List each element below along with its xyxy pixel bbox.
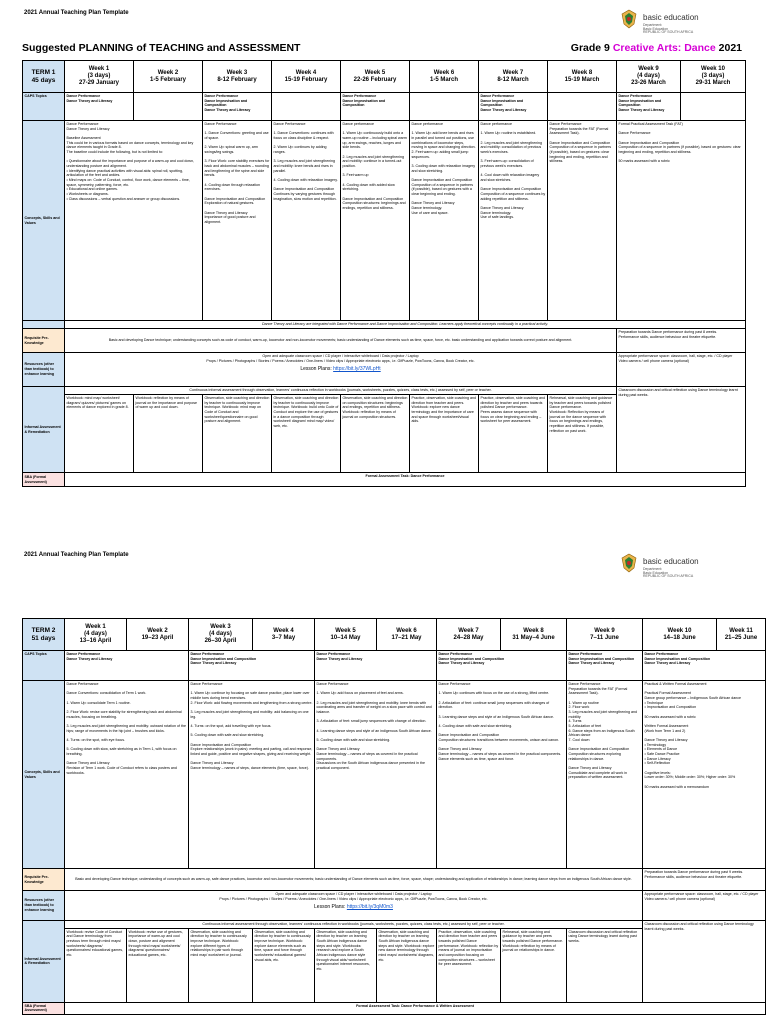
informal-top-row (23, 387, 746, 395)
informal-label: Informal Assessment & Remediation (23, 921, 65, 1003)
resources-label: Resources (other than textbook) to enhance learning (23, 891, 65, 921)
caps-cell (134, 93, 203, 121)
lesson-plans (67, 366, 615, 373)
term-2-table (22, 618, 766, 1015)
week-header (410, 61, 479, 93)
integration-label-spacer (23, 321, 65, 329)
week-header (377, 619, 437, 651)
dbe-logo (618, 552, 699, 579)
week-dates: 31 May–4 June (512, 634, 555, 641)
week-header (567, 619, 643, 651)
concepts-cell (203, 121, 272, 321)
week-header (65, 619, 127, 651)
week-label: Week 3 (210, 624, 231, 631)
week-label: Week 7 (502, 69, 524, 76)
informal-cell: Workbook: revise use of gestures, importance of warm-up and cool down, posture and alignment through mind maps/ worksheets/ diagrams/ questionnaires/ educational games, etc. (127, 928, 189, 1002)
informal-cell: Rehearsal, side coaching and guidance by teacher and peers towards polished Dance performance. Workbook: Reflection by means of journal on the dance sequence with focus on beginnings and endings, repetition and stillness. If possible, reflection on past work. (548, 395, 617, 473)
grade-text: Grade 9 (570, 42, 613, 54)
prereq-row (23, 869, 766, 891)
logo-country-text: REPUBLIC OF SOUTH AFRICA (643, 30, 694, 34)
resources-cell-2: Appropriate performance space: classroom, hall, stage, etc. / CD player Video camera / cell phone camera (optional) (643, 891, 766, 921)
informal-cell: Classroom discussion and critical reflection using Dance terminology learnt during past weeks. (567, 928, 643, 1002)
concepts-row (23, 681, 766, 869)
resources-row (23, 891, 766, 921)
informal-cell: Workbook: reflection by means of journal on the importance and purpose of warm up and cool down. (134, 395, 203, 473)
week-header (341, 61, 410, 93)
week-header (315, 619, 377, 651)
week-header (717, 619, 766, 651)
week-dates: 23-26 March (631, 79, 666, 86)
concepts-text: Dance Performance 1. Warm Up: add focus on placement of feet and arms. 2. Leg muscles and joint strengthening and mobility: knee bends with coordinating arms and transfer of weight on a slow pace with control and balance. 3. Articulation of feet: small jump sequences with change of direction. 4. Learning dance steps and style of an indigenous South African dance. 5. Cooling down with safe and slow stretching. Dance Theory and Literacy Dance terminology – names of steps as covered in the practical components. Discussions on the South African indigenous dance presented in the practical component. (316, 682, 432, 771)
logo-org-text: basic education (643, 557, 699, 566)
week-label: Week 5 (335, 627, 356, 634)
term-1-table (22, 60, 746, 487)
concepts-text: Dance Performance Dance Conventions: consolidation of Term 1 work. 1. Warm Up: consolidate Term 1 routine. 2. Floor Work: revise core stability for strengthening back and abdominal muscles, focusing on breathing. 3. Leg muscles and joint strengthening and mobility: outward rotation of the hips; range of movements in the hip joint – brushes and kicks. 4. Turns: on the spot, with eye focus. 5. Cooling down with slow, safe stretching as in Term 1, with focus on breathing. Dance Theory and Literacy Revision of Term 1 work. Code of Conduct refers to class posters and workbooks. (66, 682, 186, 775)
week-dates: 7–11 June (590, 634, 619, 641)
caps-cell: Dance Performance Dance Theory and Literacy (315, 651, 437, 681)
week-label: Week 8 (523, 627, 544, 634)
week-dates: 21–25 June (724, 634, 758, 641)
resources-row (23, 353, 746, 387)
coat-of-arms-icon (618, 8, 640, 30)
week-header (681, 61, 746, 93)
concepts-cell (643, 681, 766, 869)
week-dates: 3–7 May (271, 634, 296, 641)
informal-cell: Workbook: mind map/ worksheet/ diagram/ quizzes/ pictures/ games on elements of dance explored in grade 8. (65, 395, 134, 473)
week-header (253, 619, 315, 651)
resources-line-1: Open and adequate classroom space / CD player / interactive whiteboard / Data projector / Laptop (275, 892, 432, 896)
week-dates: 10–14 May (330, 634, 361, 641)
term-label-cell (23, 61, 65, 93)
caps-label: CAPS Topics (23, 651, 65, 681)
concepts-text: Dance Performance 1. Warm Up: continue by focusing on safe dance practice, place lower over middle toes during bend exercises. 2. Floor Work: add flowing movements and lengthening from a strong centre. 3. Leg muscles and joint strengthening and mobility: add balancing on one leg. 4. Turns: on the spot, add travelling with eye focus. 5. Cooling down with safe and slow stretching. Dance Improvisation and Composition Explore relationships (work in pairs): meeting and parting, call and response, linked and guide, positive and negative shapes, giving and receiving weight. Dance Theory and Literacy Dance terminology – names of steps, dance elements (time, space, force). (190, 682, 313, 771)
term-label-cell (23, 619, 65, 651)
week-dates: 22-26 February (353, 76, 397, 83)
resources-cell-2: Appropriate performance space: classroom, hall, stage, etc. / CD player Video camera / cell phone camera (optional) (617, 353, 746, 387)
lesson-plans-link[interactable]: https://bit.ly/3qM0m3 (346, 904, 393, 911)
concepts-text: Dance Performance 1. Warm Up: continues with focus on the use of a strong, lifted centre. 2. Articulation of feet: continue small jump sequences with changes of direction. 3. Learning dance steps and style of an Indigenous South African dance. 4. Cooling down with safe and slow stretching. Dance Improvisation and Composition Composition structures: transitions between movements, unison and canon. Dance Theory and Literacy Dance terminology – names of steps as covered in the practical components. Dance elements such as time, space and force. (438, 682, 562, 761)
week-dates: 26–30 April (204, 637, 237, 644)
subject-text: Creative Arts: Dance (612, 42, 716, 54)
concepts-label: Concepts, Skills and Values (23, 681, 65, 869)
logo-dept-text: Department: (643, 567, 663, 571)
concepts-cell (617, 121, 746, 321)
week-header (548, 61, 617, 93)
week-dates: 1-5 February (149, 76, 186, 83)
week-header-row (23, 619, 766, 651)
concepts-cell (567, 681, 643, 869)
caps-cell (548, 93, 617, 121)
lesson-plans (67, 904, 641, 911)
prereq-label: Requisite Pre-Knowledge (23, 869, 65, 891)
week-days: (3 days) (87, 73, 111, 80)
resources-label: Resources (other than textbook) to enhance learning (23, 353, 65, 387)
week-days: (4 days) (84, 631, 107, 638)
week-dates: 17–21 May (391, 634, 422, 641)
resources-line-1: Open and adequate classroom space / CD player / interactive whiteboard / Data projector / Laptop (262, 354, 419, 358)
dbe-logo (618, 8, 699, 35)
week-dates: 8-12 March (497, 76, 529, 83)
lesson-plans-label: Lesson Plans: (300, 366, 334, 373)
prereq-cell-2: Preparation towards Dance performance during past 9 weeks. Performance skills, audience behaviour and theatre etiquette. (643, 869, 766, 891)
informal-cell: Classroom discussion and critical reflection using Dance terminology learnt during past weeks. (643, 921, 766, 1003)
logo-org-text: basic education (643, 13, 699, 22)
logo-country-text: REPUBLIC OF SOUTH AFRICA (643, 574, 694, 578)
week-label: Week 10 (667, 627, 692, 634)
coat-of-arms-icon (618, 552, 640, 574)
informal-top-row (23, 921, 766, 929)
sba-label: SBA (Formal Assessment) (23, 473, 65, 487)
week-label: Week 4 (273, 627, 294, 634)
week-label: Week 2 (147, 627, 168, 634)
week-dates: 27-29 January (78, 79, 120, 86)
resources-line-2: Props / Pictures / Photographs / Stories / Poems / Anecdotes / One-liners / Video clips / Appropriate electronic apps, i.e. GifPuzzle, PowToons, Canva, Book Creator, etc. (219, 896, 488, 901)
term-label: TERM 1 (31, 69, 56, 77)
week-header (65, 61, 134, 93)
informal-cell: Observation, side coaching and direction on composition structures: beginnings and endings, repetition and stillness. Workbook: reflection by means of journal on composition structures. (341, 395, 410, 473)
week-days: (4 days) (209, 631, 232, 638)
informal-cell: Rehearsal, side coaching and guidance by teacher and peers towards polished Dance performance. Workbook: reflection by means of journal on relationships in dance. (501, 928, 567, 1002)
caps-row (23, 651, 766, 681)
week-label: Week 7 (458, 627, 479, 634)
week-header (479, 61, 548, 93)
informal-cell: Observation, side coaching and direction by teacher on learning South African indigenous dance steps and style. Workbooks: research and explore a South African indigenous dance style through visual aids/ worksheet/ questionnaire/ internet resources, etc. (315, 928, 377, 1002)
week-label: Week 1 (88, 66, 110, 73)
concepts-text: Dance performance 1. Warm Up: routine is established. 2. Leg muscles and joint strengthening and mobility: consolidation of previous week's exercises. 3. Feet warm-up: consolidation of previous week's exercises. 4. Cool down with relaxation imagery and slow stretches. Dance Improvisation and Composition Composition of a sequence continues by adding repetition and stillness. Dance Theory and Literacy Dance terminology. Use of safe landings. (480, 122, 546, 220)
week-dates: 24–28 May (453, 634, 484, 641)
week-label: Week 6 (433, 69, 455, 76)
sba-row (23, 1002, 766, 1014)
week-dates: 13–16 April (79, 637, 112, 644)
integration-row (23, 321, 746, 329)
caps-cell: Dance Performance Dance Theory and Literacy (65, 651, 189, 681)
prereq-cell: Basic and developing Dance technique; understanding of concepts such as warm-up, safe dance practices, locomotor and non-locomotor movements; basic understanding of Dance elements such as time, force, space, shape; understanding and application of relationships in dance; learning dance steps from an indigenous South African dance style. (65, 869, 643, 891)
concepts-text: Practical & Written Formal Assessment Practical Formal Assessment Dance group performance – Indigenous South African dance • Technique • Improvisation and Composition 50 marks assessed with a rubric Written Formal Assessment (Work from Term 1 and 2) Dance Theory and Literacy • Terminology • Elements of Dance • Safe Dance Practice • Dance Literacy • Self-Reflection Cognitive levels: Lower order: 30%; Middle order: 30%; Higher order: 30% 50 marks assessed with a memorandum (644, 682, 741, 789)
caps-cell: Dance Performance Dance Improvisation and Composition Dance Theory and Literacy (189, 651, 315, 681)
week-header (189, 619, 253, 651)
informal-summary: Continuous informal assessment through observation, learners' continuous reflection in workbooks (journals, worksheets, puzzles, quizzes, class tests, etc.) assessed by self, peer or teacher. (65, 387, 617, 395)
term-label: TERM 2 (31, 627, 56, 635)
prereq-cell-2: Preparation towards Dance performance during past 8 weeks. Performance skills, audience behaviour and theatre etiquette. (617, 329, 746, 353)
concepts-cell (548, 121, 617, 321)
caps-cell: Dance Performance Dance Improvisation and Composition Dance Theory and Literacy (203, 93, 272, 121)
caps-row (23, 93, 746, 121)
concepts-cell (189, 681, 315, 869)
week-days: (3 days) (701, 73, 725, 80)
logo-dept-text: Department: (643, 23, 663, 27)
grade-title (571, 42, 742, 54)
caps-cell: Dance Performance Dance Improvisation and Composition Dance Theory and Literacy (643, 651, 766, 681)
week-label: Week 3 (226, 69, 248, 76)
week-header (203, 61, 272, 93)
concepts-cell (65, 121, 203, 321)
concepts-text: Dance Performance 1. Dance Conventions: continues with focus on class discipline & respect. 2. Warm Up: continues by adding ranges. 3. Leg muscles and joint strengthening and mobility: knee bends and rises in parallel. 4. Cooling down with relaxation imagery. Dance Improvisation and Composition Continues by varying gestures through imagination, slow motion and repetition. (273, 122, 338, 201)
caps-cell: Dance Performance Dance Improvisation and Composition Dance Theory and Literacy (617, 93, 681, 121)
informal-cell: Classroom discussion and critical reflection using Dance terminology learnt during past weeks. (617, 387, 746, 473)
week-label: Week 9 (638, 66, 659, 73)
caps-cell: Dance Performance Dance Improvisation and Composition Dance Theory and Literacy (567, 651, 643, 681)
caps-cell (681, 93, 746, 121)
informal-cell: Observation, side coaching and direction by teacher to continuously improve technique. Workbook: explore different types of relationships in pair work through mind map/ worksheet or journal. (189, 928, 253, 1002)
week-header-row (23, 61, 746, 93)
page-title: Suggested PLANNING of TEACHING and ASSESSMENT (22, 42, 301, 54)
concepts-cell (315, 681, 437, 869)
caps-cell: Dance Performance Dance Improvisation and Composition (341, 93, 410, 121)
resources-cell (65, 353, 617, 387)
prereq-row (23, 329, 746, 353)
week-label: Week 5 (364, 69, 386, 76)
informal-summary: Continuous informal assessment through observation, learners' continuous reflection in workbooks (journals, worksheets, puzzles, quizzes, class tests, etc.) assessed by self, peer or teacher. (65, 921, 643, 929)
informal-cell: Practice, observation, side coaching and direction by teacher and peers towards polished Dance performance. Peers assess dance sequence with focus on clear beginning and ending – worksheet for peer assessment. (479, 395, 548, 473)
concepts-cell (65, 681, 189, 869)
week-dates: 15-19 March (564, 76, 600, 83)
sba-cell: Formal Assessment Task: Dance Performance (65, 473, 746, 487)
concepts-text: Dance performance 1. Warm Up: continuously build onto a warm-up routine – including spinal warm up, arm swings, reaches, lunges and side bends. 2. Leg muscles and joint strengthening and mobility: continue in a turned-out position. 3. Feet warm up 4. Cooling down with added slow stretching. Dance Improvisation and Composition Composition structures: beginnings and endings, repetition and stillness. (342, 122, 407, 211)
informal-cell: Observation, side coaching and direction by teacher on learning South African indigenous dance steps and style. Workbook: explore new dance terminology through mind maps/ worksheets/ diagrams, etc. (377, 928, 437, 1002)
informal-cell: Workbook: revise Code of Conduct and Dance terminology from previous term through mind maps/ worksheets/ diagrams/ questionnaires/ educational games, etc. (65, 928, 127, 1002)
sba-row (23, 473, 746, 487)
caps-cell: Dance Performance Dance Improvisation and Composition Dance Theory and Literacy (479, 93, 548, 121)
week-label: Week 2 (157, 69, 179, 76)
term-days: 45 days (31, 76, 56, 84)
week-dates: 29-31 March (695, 79, 731, 86)
template-name: 2021 Annual Teaching Plan Template (24, 552, 129, 558)
week-label: Week 1 (85, 624, 106, 631)
concepts-cell (341, 121, 410, 321)
caps-cell: Dance Performance Dance Improvisation and Composition Dance Theory and Literacy (437, 651, 567, 681)
week-header (437, 619, 501, 651)
concepts-cell (479, 121, 548, 321)
lesson-plans-link[interactable]: https://bit.ly/37WLpHt (333, 366, 381, 373)
informal-cell: Practice, observation, side coaching and direction from teacher and peers. Workbook: explore new dance terminology and the importance of care and space through worksheet/visual aids. (410, 395, 479, 473)
year-text: 2021 (715, 42, 742, 54)
week-dates: 8-12 February (217, 76, 257, 83)
prereq-label: Requisite Pre-Knowledge (23, 329, 65, 353)
informal-cell: Observation, side coaching and direction by teacher to continuously improve technique. Workbook: mind map on Code of Conduct and worksheet/questionnaire on good posture and alignment. (203, 395, 272, 473)
logo-dept2-text: Basic Education (643, 570, 669, 575)
week-header (501, 619, 567, 651)
week-label: Week 6 (396, 627, 417, 634)
concepts-row (23, 121, 746, 321)
week-label: Week 4 (295, 69, 317, 76)
informal-cell: Practice, observation, side coaching and direction from teacher and peers towards polished Dance performance. Workbook: reflection by means of journal on improvisation and composition focusing on composition structures – worksheet for peer assessment. (437, 928, 501, 1002)
week-label: Week 8 (571, 69, 593, 76)
caps-cell (272, 93, 341, 121)
week-header (272, 61, 341, 93)
term-days: 51 days (31, 634, 56, 642)
caps-cell (410, 93, 479, 121)
week-header (643, 619, 717, 651)
logo-dept2-text: Basic Education (643, 26, 669, 31)
week-header (127, 619, 189, 651)
concepts-label: Concepts, Skills and Values (23, 121, 65, 321)
concepts-text: Dance Performance 1. Dance Conventions: greeting and use of space. 2. Warm Up: spinal warm up, arm swings/leg swings. 3. Floor Work: core stability exercises for back and abdominal muscles – rounding and lengthening of the spine and side bends. 4. Cooling down through relaxation exercises. Dance Improvisation and Composition Exploration of natural gestures. Dance Theory and Literacy Importance of good posture and alignment. (204, 122, 270, 225)
week-dates: 15-19 February (284, 76, 328, 83)
caps-label: CAPS Topics (23, 93, 65, 121)
caps-cell: Dance Performance Dance Theory and Literacy (65, 93, 134, 121)
informal-label: Informal Assessment & Remediation (23, 387, 65, 473)
week-header (134, 61, 203, 93)
concepts-cell (437, 681, 567, 869)
sba-label: SBA (Formal Assessment) (23, 1002, 65, 1014)
resources-cell (65, 891, 643, 921)
week-header (617, 61, 681, 93)
prereq-cell: Basic and developing Dance technique; understanding concepts such as code of conduct, warm-up, locomotor and non-locomotor movements; basic understanding of Dance elements such as time, space, force, etc. basic understanding and application towards correct posture and alignment. (65, 329, 617, 353)
lesson-plans-label: Lesson Plans: (314, 904, 347, 911)
week-label: Week 9 (594, 627, 615, 634)
informal-cell: Observation, side coaching and direction by teacher to continuously improve technique. Workbook: build onto Code of Conduct and explore the use of gestures in a dance composition through worksheet/ diagram/ mind map/ video/ web, etc. (272, 395, 341, 473)
concepts-text: Formal Practical Assessment Task (FAT) Dance Performance Dance Improvisation and Composition Composition of a sequence in partners (if possible), based on gestures: clear beginning and ending, repetition and stillness. 50 marks assessed with a rubric (618, 122, 741, 164)
concepts-text: Dance Performance Preparation towards the FAT (Formal Assessment Task). Dance Improvisation and Composition Composition of a sequence in partners (if possible), based on gestures: clear beginning and ending, repetition and stillness. (549, 122, 612, 164)
week-dates: 1-5 March (429, 76, 458, 83)
concepts-cell (410, 121, 479, 321)
concepts-text: Dance Performance Dance Theory and Literacy Baseline Assessment This could be in various formats based on dance concepts, terminology and key dance elements taught in Grade 8. The baseline could include the following, but is not limited to: • Questionnaire about the importance and purpose of a warm-up and cool down, understanding posture and alignment. • Identifying dance practical activities with visual aids: spinal roll, spotting, articulation of the feet and ankles. • Mind maps on: Code of Conduct, control, floor work, dance elements – time, space, symmetry, patterning, force, etc. • Educational and online games. • Worksheets or diagrams. • Class discussions – verbal question and answer or group discussions. (66, 122, 195, 201)
sba-cell: Formal Assessment Task: Dance Performance & Written Assessment (65, 1002, 766, 1014)
template-name: 2021 Annual Teaching Plan Template (24, 10, 129, 16)
integration-note: Dance Theory and Literacy are integrated with Dance Performance and Dance Improvisation and Composition. Learners apply theoretical concepts continually in a practical activity. (65, 321, 746, 329)
concepts-text: Dance performance 1. Warm Up: add knee bends and rises in parallel and turned out positions, use combinations of locomotor steps, moving in space and changing direction. 2. Feet warm up: adding small jump sequences. 3. Cooling down with relaxation imagery and slow stretching. Dance Improvisation and Composition Composition of a sequence in partners (if possible), based on gestures with a clear beginning and ending. Dance Theory and Literacy Dance terminology. Use of care and space. (411, 122, 476, 215)
week-label: Week 10 (701, 66, 725, 73)
week-dates: 14–18 June (663, 634, 696, 641)
concepts-cell (272, 121, 341, 321)
week-label: Week 11 (729, 627, 753, 634)
week-days: (4 days) (637, 73, 660, 80)
informal-cell: Observation, side coaching and direction by teacher to continuously improve technique. Workbook: explore dance elements such as time, space and force through worksheets/ educational games/ visual aids, etc. (253, 928, 315, 1002)
concepts-text: Dance Performance Preparation towards the FAT (Formal Assessment Task). 1. Warm up routine 2. Floor work 3. Leg muscles and joint strengthening and mobility 4. Turns 5. Articulation of feet 6. Dance steps from an Indigenous South African dance 7. Cool down Dance Improvisation and Composition Composition structures exploring relationships in dance. Dance Theory and Literacy Consolidate and complete all work in preparation of written assessment. (568, 682, 638, 780)
resources-line-2: Props / Pictures / Photographs / Stories / Poems / Anecdotes / One-liners / Video clips / Appropriate electronic apps, i.e. GifPuzzle, PowToons, Canva, Book Creator, etc. (206, 358, 475, 363)
week-dates: 19–23 April (141, 634, 174, 641)
